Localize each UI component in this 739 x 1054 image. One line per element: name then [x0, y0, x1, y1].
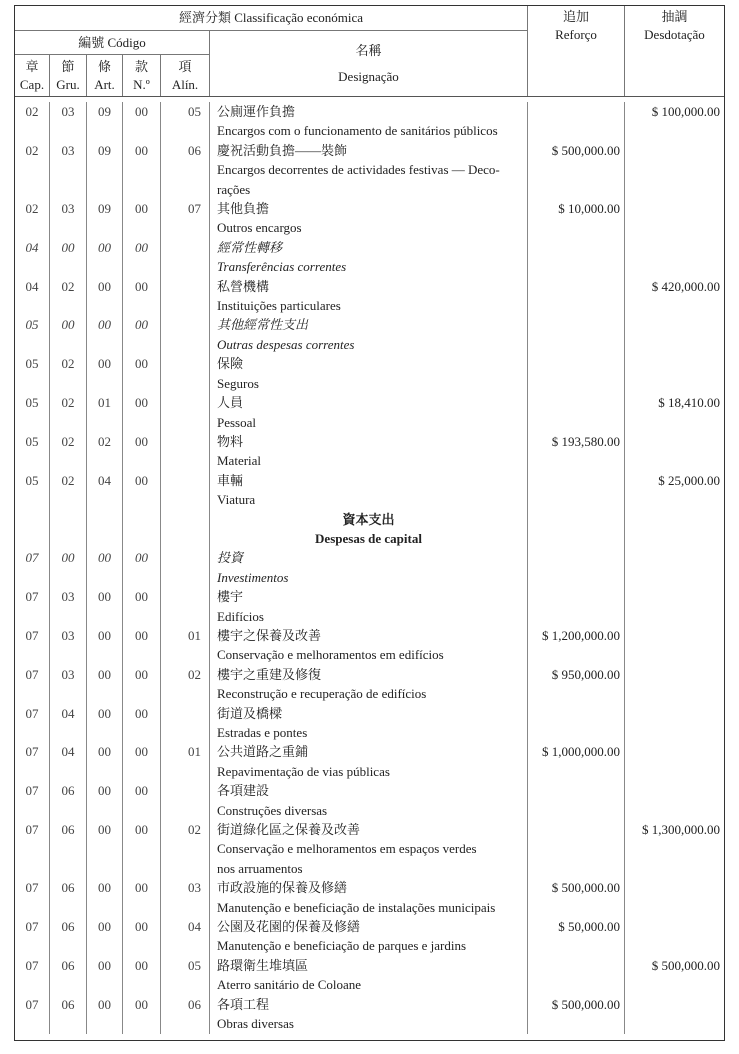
- designation-line: 人員: [217, 395, 244, 411]
- cell-designation: [210, 199, 528, 238]
- cell-cap: 07: [15, 956, 50, 995]
- designation-line: 公廁運作負擔: [217, 104, 296, 119]
- cell-desdotacao: [625, 878, 724, 917]
- designation-line: 資本支出: [342, 511, 395, 527]
- table-row: [15, 393, 724, 432]
- header-col-no: [123, 55, 161, 96]
- cell-gru: 02: [50, 471, 87, 510]
- cell-designation: [210, 432, 528, 471]
- cell-desdotacao: [625, 704, 724, 743]
- cell-reforco: $ 500,000.00: [528, 878, 625, 917]
- designation-line: Viatura: [217, 492, 256, 508]
- designation-line: 公共道路之重鋪: [217, 744, 309, 760]
- cell-alin: 06: [161, 141, 210, 199]
- col-zh: 章: [25, 58, 39, 74]
- cell-reforco: $ 10,000.00: [528, 199, 625, 238]
- cell-reforco: [528, 354, 625, 393]
- cell-alin: 07: [161, 199, 210, 238]
- cell-no: 00: [123, 548, 161, 587]
- cell-alin: 04: [161, 917, 210, 956]
- cell-art: 00: [87, 548, 123, 587]
- cell-no: 00: [123, 956, 161, 995]
- table-row: [15, 878, 724, 917]
- cell-cap: 05: [15, 471, 50, 510]
- cell-cap: 07: [15, 878, 50, 917]
- cell-alin: [161, 471, 210, 510]
- cell-art: 00: [87, 238, 123, 277]
- cell-desdotacao: [625, 432, 724, 471]
- designation-line: Material: [217, 453, 262, 469]
- cell-desdotacao: $ 500,000.00: [651, 957, 720, 973]
- cell-cap: 07: [15, 995, 50, 1034]
- cell-no: 00: [123, 626, 161, 665]
- cell-reforco: [528, 471, 625, 510]
- cell-reforco: $ 1,200,000.00: [528, 626, 625, 665]
- cell-art: 00: [87, 956, 123, 995]
- cell-reforco: [528, 781, 625, 820]
- cell-desdotacao: $ 18,410.00: [658, 395, 720, 411]
- cell-cap: 02: [15, 141, 50, 199]
- cell-desdotacao: [625, 548, 724, 587]
- header-col-alin: [161, 55, 210, 96]
- cell-alin: 02: [161, 665, 210, 704]
- cell-alin: 02: [161, 820, 210, 878]
- header-designation-zh: 名稱: [355, 42, 382, 58]
- cell-no: 00: [123, 781, 161, 820]
- cell-alin: 06: [161, 995, 210, 1034]
- designation-line: 其他負擔: [217, 201, 270, 217]
- cell-desdotacao: [625, 238, 724, 277]
- cell-cap: 05: [15, 315, 50, 354]
- cell-alin: [161, 277, 210, 316]
- cell-art: 00: [87, 742, 123, 781]
- cell-gru: 06: [50, 917, 87, 956]
- cell-reforco: $ 193,580.00: [528, 432, 625, 471]
- table-header: [15, 6, 724, 97]
- cell-no: 00: [123, 704, 161, 743]
- cell-gru: 03: [50, 141, 87, 199]
- cell-art: 00: [87, 277, 123, 316]
- cell-reforco: $ 500,000.00: [528, 141, 625, 199]
- table-row: [15, 781, 724, 820]
- designation-line: 私營機構: [217, 278, 270, 294]
- cell-no: 00: [123, 665, 161, 704]
- designation-line: 樓宇之保養及改善: [217, 627, 322, 643]
- cell-alin: 03: [161, 878, 210, 917]
- designation-line: Encargos com o funcionamento de sanitários públicos: [217, 123, 498, 139]
- cell-designation: [210, 102, 528, 141]
- cell-art: 04: [87, 471, 123, 510]
- cell-cap: 02: [15, 199, 50, 238]
- cell-cap: 07: [15, 626, 50, 665]
- cell-alin: [161, 510, 210, 549]
- cell-designation: [210, 665, 528, 704]
- designation-line: Manutenção e beneficiação de parques e jardins: [217, 938, 467, 954]
- cell-gru: 03: [50, 665, 87, 704]
- table-row: [15, 956, 724, 995]
- designation-line: Conservação e melhoramentos em edifícios: [217, 647, 444, 663]
- cell-art: 02: [87, 432, 123, 471]
- cell-designation: [210, 878, 528, 917]
- designation-line: 各項工程: [217, 996, 270, 1012]
- cell-no: 00: [123, 102, 161, 141]
- cell-desdotacao: [625, 665, 724, 704]
- designation-line: 市政設施的保養及修繕: [217, 880, 348, 896]
- cell-alin: [161, 587, 210, 626]
- designation-line: 其他經常性支出: [217, 317, 309, 333]
- cell-reforco: [528, 820, 625, 878]
- cell-reforco: [528, 510, 625, 549]
- cell-designation: [210, 315, 528, 354]
- header-col-cap: [15, 55, 50, 96]
- cell-cap: 05: [15, 432, 50, 471]
- cell-designation: [210, 995, 528, 1034]
- cell-reforco: [528, 315, 625, 354]
- table-row: [15, 471, 724, 510]
- cell-gru: 02: [50, 354, 87, 393]
- cell-designation: [210, 141, 528, 199]
- cell-desdotacao: [625, 917, 724, 956]
- cell-art: [87, 510, 123, 549]
- designation-line: Outros encargos: [217, 220, 302, 236]
- cell-gru: 06: [50, 878, 87, 917]
- cell-no: 00: [123, 917, 161, 956]
- table-row: [15, 995, 724, 1034]
- cell-designation: [210, 587, 528, 626]
- cell-reforco: $ 50,000.00: [528, 917, 625, 956]
- header-classification: 經濟分類 Classificação económica: [15, 6, 528, 31]
- table-row: [15, 626, 724, 665]
- cell-art: 09: [87, 102, 123, 141]
- cell-gru: 06: [50, 781, 87, 820]
- cell-designation: [210, 742, 528, 781]
- budget-table: [14, 5, 725, 1041]
- designation-line: Repavimentação de vias públicas: [217, 763, 390, 779]
- designation-line: Investimentos: [217, 569, 289, 585]
- cell-gru: 03: [50, 587, 87, 626]
- cell-gru: 03: [50, 102, 87, 141]
- designation-line: Edifícios: [217, 608, 264, 624]
- cell-desdotacao: $ 25,000.00: [658, 472, 720, 488]
- header-reforco: [528, 6, 625, 96]
- header-desdotacao: [625, 6, 724, 96]
- table-row: [15, 141, 724, 199]
- header-code: 編號 Código: [15, 31, 210, 55]
- cell-desdotacao: [625, 626, 724, 665]
- cell-cap: 07: [15, 587, 50, 626]
- designation-line: Pessoal: [217, 414, 256, 430]
- cell-no: 00: [123, 995, 161, 1034]
- cell-desdotacao: [625, 354, 724, 393]
- designation-line: 物料: [217, 433, 244, 449]
- header-reforco-zh: 追加: [562, 9, 589, 24]
- header-designation-pt: Designação: [338, 68, 399, 84]
- cell-reforco: $ 950,000.00: [528, 665, 625, 704]
- cell-alin: [161, 432, 210, 471]
- cell-cap: 07: [15, 665, 50, 704]
- cell-alin: [161, 781, 210, 820]
- col-pt: N.º: [133, 76, 150, 92]
- cell-designation: [210, 277, 528, 316]
- cell-alin: [161, 315, 210, 354]
- table-row: [15, 238, 724, 277]
- cell-designation: [210, 956, 528, 995]
- header-designation: [210, 31, 528, 96]
- cell-gru: 02: [50, 432, 87, 471]
- designation-line: rações: [217, 181, 251, 197]
- cell-gru: 06: [50, 995, 87, 1034]
- designation-line: 投資: [217, 550, 244, 566]
- cell-cap: 05: [15, 354, 50, 393]
- cell-no: 00: [123, 141, 161, 199]
- cell-designation: [210, 510, 528, 549]
- cell-no: [123, 510, 161, 549]
- cell-designation: [210, 820, 528, 878]
- cell-gru: 03: [50, 199, 87, 238]
- cell-desdotacao: [625, 781, 724, 820]
- cell-art: 00: [87, 354, 123, 393]
- cell-gru: 06: [50, 820, 87, 878]
- cell-cap: 07: [15, 781, 50, 820]
- header-col-art: [87, 55, 123, 96]
- cell-reforco: [528, 956, 625, 995]
- cell-desdotacao: $ 1,300,000.00: [642, 822, 720, 838]
- cell-alin: [161, 393, 210, 432]
- cell-gru: 03: [50, 626, 87, 665]
- table-row: [15, 742, 724, 781]
- cell-cap: 07: [15, 820, 50, 878]
- table-row: [15, 820, 724, 878]
- col-zh: 款: [134, 58, 148, 74]
- cell-gru: 00: [50, 315, 87, 354]
- designation-line: Aterro sanitário de Coloane: [217, 977, 362, 993]
- cell-designation: [210, 238, 528, 277]
- cell-art: 00: [87, 587, 123, 626]
- cell-reforco: $ 500,000.00: [528, 995, 625, 1034]
- table-row: [15, 354, 724, 393]
- col-zh: 節: [61, 58, 75, 74]
- table-row: [15, 917, 724, 956]
- designation-line: 保險: [217, 356, 244, 372]
- cell-art: 00: [87, 315, 123, 354]
- cell-reforco: [528, 704, 625, 743]
- cell-designation: [210, 471, 528, 510]
- cell-cap: 07: [15, 917, 50, 956]
- header-reforco-pt: Reforço: [555, 27, 597, 42]
- designation-line: 慶祝活動負擔——裝飾: [217, 142, 348, 158]
- cell-cap: 07: [15, 548, 50, 587]
- cell-art: 01: [87, 393, 123, 432]
- cell-gru: 00: [50, 238, 87, 277]
- cell-art: 09: [87, 141, 123, 199]
- table-row: [15, 432, 724, 471]
- cell-cap: 07: [15, 704, 50, 743]
- col-pt: Alín.: [171, 76, 199, 92]
- cell-gru: 04: [50, 742, 87, 781]
- designation-line: Outras despesas correntes: [217, 336, 355, 352]
- cell-reforco: [528, 277, 625, 316]
- table-row: [15, 704, 724, 743]
- table-row: [15, 315, 724, 354]
- designation-line: 街道綠化區之保養及改善: [217, 822, 361, 838]
- cell-desdotacao: [625, 995, 724, 1034]
- cell-alin: 05: [161, 102, 210, 141]
- cell-art: 00: [87, 704, 123, 743]
- header-desdotacao-zh: 抽調: [661, 9, 688, 24]
- designation-line: Obras diversas: [217, 1016, 294, 1032]
- cell-art: 00: [87, 995, 123, 1034]
- cell-reforco: [528, 238, 625, 277]
- cell-no: 00: [123, 277, 161, 316]
- designation-line: Seguros: [217, 375, 259, 391]
- col-pt: Art.: [94, 76, 115, 92]
- cell-desdotacao: [625, 141, 724, 199]
- designation-line: 街道及橋樑: [217, 705, 283, 721]
- table-row: [15, 199, 724, 238]
- cell-desdotacao: $ 420,000.00: [651, 278, 720, 294]
- cell-art: 00: [87, 781, 123, 820]
- designation-line: Estradas e pontes: [217, 725, 308, 740]
- cell-reforco: [528, 393, 625, 432]
- cell-designation: [210, 917, 528, 956]
- cell-art: 00: [87, 878, 123, 917]
- cell-reforco: [528, 548, 625, 587]
- cell-cap: [15, 510, 50, 549]
- cell-desdotacao: [625, 587, 724, 626]
- designation-line: Conservação e melhoramentos em espaços verdes: [217, 841, 477, 857]
- cell-cap: 04: [15, 238, 50, 277]
- cell-alin: [161, 704, 210, 743]
- cell-desdotacao: [625, 742, 724, 781]
- header-col-gru: [50, 55, 87, 96]
- cell-designation: [210, 393, 528, 432]
- cell-reforco: [528, 587, 625, 626]
- cell-art: 00: [87, 820, 123, 878]
- cell-designation: [210, 704, 528, 743]
- cell-alin: 01: [161, 626, 210, 665]
- designation-line: nos arruamentos: [217, 860, 303, 876]
- designation-line: Encargos decorrentes de actividades festivas — Deco-: [217, 162, 500, 178]
- designation-line: Manutenção e beneficiação de instalações municipais: [217, 899, 496, 915]
- header-desdotacao-pt: Desdotação: [644, 27, 705, 42]
- designation-line: 公園及花園的保養及修繕: [217, 919, 361, 935]
- cell-no: 00: [123, 199, 161, 238]
- designation-line: Despesas de capital: [315, 530, 422, 546]
- designation-line: Construções diversas: [217, 802, 328, 818]
- cell-no: 00: [123, 471, 161, 510]
- cell-gru: [50, 510, 87, 549]
- cell-no: 00: [123, 315, 161, 354]
- cell-desdotacao: [625, 510, 724, 549]
- cell-art: 00: [87, 665, 123, 704]
- cell-art: 00: [87, 626, 123, 665]
- cell-alin: [161, 354, 210, 393]
- cell-reforco: $ 1,000,000.00: [528, 742, 625, 781]
- table-row: [15, 665, 724, 704]
- cell-no: 00: [123, 354, 161, 393]
- cell-no: 00: [123, 393, 161, 432]
- cell-no: 00: [123, 878, 161, 917]
- cell-cap: 02: [15, 102, 50, 141]
- cell-alin: 01: [161, 742, 210, 781]
- section-heading-row: [15, 510, 724, 549]
- col-zh: 條: [97, 58, 111, 74]
- cell-reforco: [528, 102, 625, 141]
- cell-gru: 06: [50, 956, 87, 995]
- cell-cap: 07: [15, 742, 50, 781]
- designation-line: 路環衛生堆填區: [217, 957, 309, 973]
- cell-designation: [210, 354, 528, 393]
- table-body: [15, 97, 724, 1040]
- cell-cap: 04: [15, 277, 50, 316]
- cell-gru: 02: [50, 393, 87, 432]
- designation-line: 樓宇之重建及修復: [217, 666, 322, 682]
- cell-designation: [210, 548, 528, 587]
- designation-line: 經常性轉移: [217, 239, 283, 255]
- designation-line: Reconstrução e recuperação de edifícios: [217, 686, 427, 702]
- cell-art: 00: [87, 917, 123, 956]
- col-pt: Gru.: [56, 76, 80, 92]
- cell-desdotacao: $ 100,000.00: [651, 104, 720, 119]
- cell-designation: [210, 626, 528, 665]
- cell-no: 00: [123, 820, 161, 878]
- cell-no: 00: [123, 742, 161, 781]
- cell-alin: [161, 238, 210, 277]
- cell-art: 09: [87, 199, 123, 238]
- cell-desdotacao: [625, 199, 724, 238]
- cell-desdotacao: [625, 315, 724, 354]
- designation-line: Transferências correntes: [217, 259, 347, 275]
- cell-gru: 04: [50, 704, 87, 743]
- table-row: [15, 277, 724, 316]
- cell-gru: 00: [50, 548, 87, 587]
- col-pt: Cap.: [19, 76, 45, 92]
- designation-line: 車輛: [217, 472, 244, 488]
- cell-no: 00: [123, 238, 161, 277]
- designation-line: Instituições particulares: [217, 298, 341, 314]
- table-row: [15, 102, 724, 141]
- table-row: [15, 548, 724, 587]
- table-row: [15, 587, 724, 626]
- cell-designation: [210, 781, 528, 820]
- cell-alin: 05: [161, 956, 210, 995]
- cell-alin: [161, 548, 210, 587]
- cell-no: 00: [123, 432, 161, 471]
- cell-no: 00: [123, 587, 161, 626]
- cell-gru: 02: [50, 277, 87, 316]
- designation-line: 樓宇: [217, 589, 244, 605]
- designation-line: 各項建設: [217, 783, 270, 799]
- cell-cap: 05: [15, 393, 50, 432]
- col-zh: 項: [178, 58, 192, 74]
